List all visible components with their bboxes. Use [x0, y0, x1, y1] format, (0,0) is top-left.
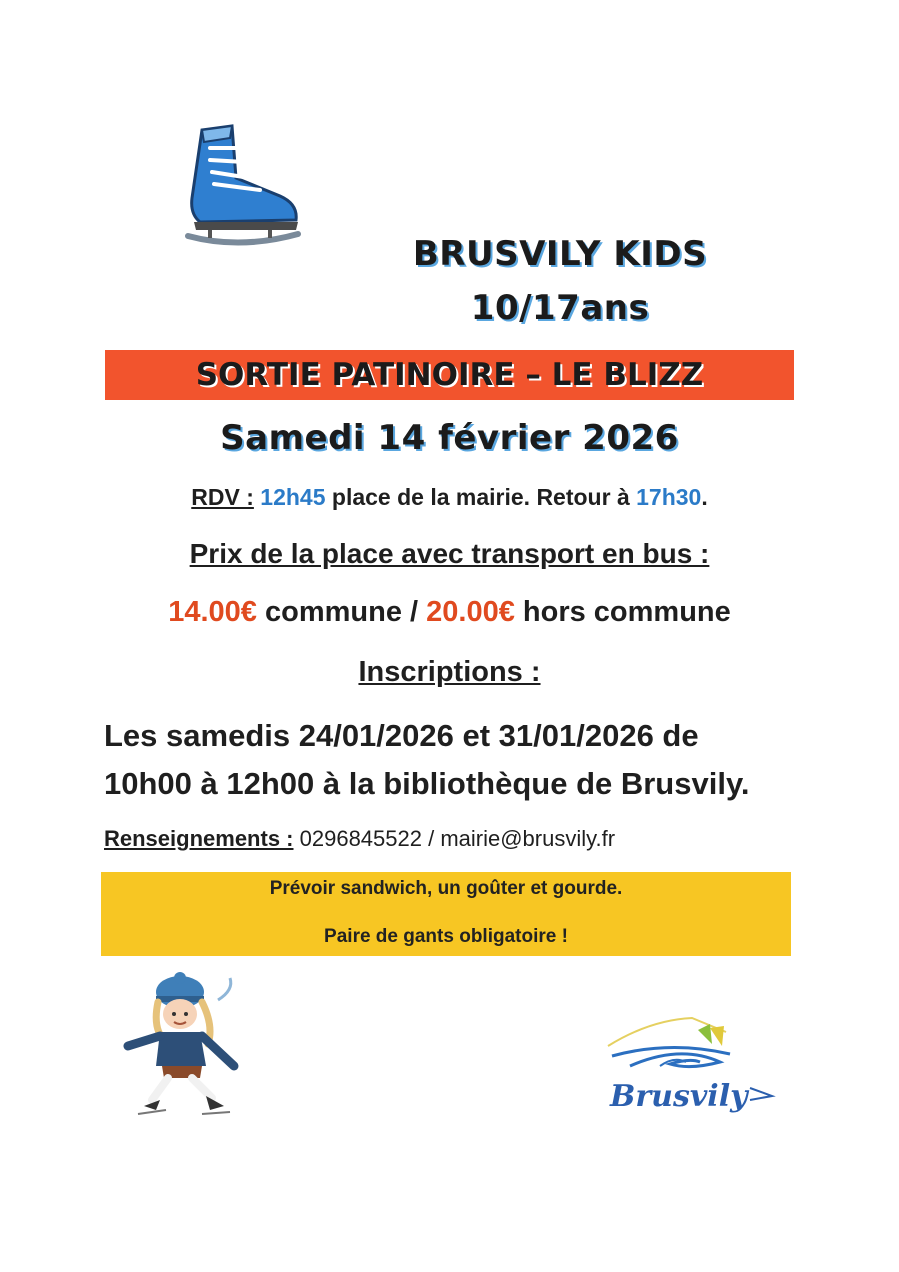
price-commune: 14.00€: [168, 596, 257, 628]
inscriptions-line-2: 10h00 à 12h00 à la bibliothèque de Brusvily.: [104, 766, 750, 801]
rdv-time-end: 17h30: [636, 484, 702, 510]
event-date: Samedi 14 février 2026: [220, 418, 679, 458]
age-range: 10/17ans: [470, 288, 650, 328]
ice-skate-icon: [180, 118, 305, 253]
skater-girl-illustration: [122, 970, 247, 1120]
brusvily-logo: [600, 1010, 780, 1120]
price-heading: Prix de la place avec transport en bus :: [189, 538, 710, 569]
notice-line-2: Paire de gants obligatoire !: [324, 926, 568, 947]
rdv-time-start: 12h45: [260, 484, 326, 510]
inscriptions-line-1: Les samedis 24/01/2026 et 31/01/2026 de: [104, 718, 699, 753]
banner-text: SORTIE PATINOIRE – LE BLIZZ: [195, 357, 704, 393]
logo-text: Brusvily: [610, 1079, 748, 1114]
org-title: BRUSVILY KIDS: [412, 234, 708, 274]
commune-label: commune /: [264, 596, 419, 628]
rdv-end: .: [701, 484, 708, 510]
hors-label: hors commune: [522, 596, 731, 628]
contact-value: 0296845522 / mairie@brusvily.fr: [299, 826, 616, 851]
rdv-label: RDV :: [191, 484, 254, 510]
inscriptions-heading: Inscriptions :: [358, 656, 541, 688]
contact-line: [104, 826, 804, 852]
rdv-middle: place de la mairie. Retour à: [331, 484, 630, 510]
rdv-line: [100, 484, 799, 511]
contact-label: Renseignements :: [104, 826, 294, 851]
notice-line-1: Prévoir sandwich, un goûter et gourde.: [269, 878, 623, 899]
price-line: [90, 596, 809, 629]
price-hors: 20.00€: [426, 596, 515, 628]
